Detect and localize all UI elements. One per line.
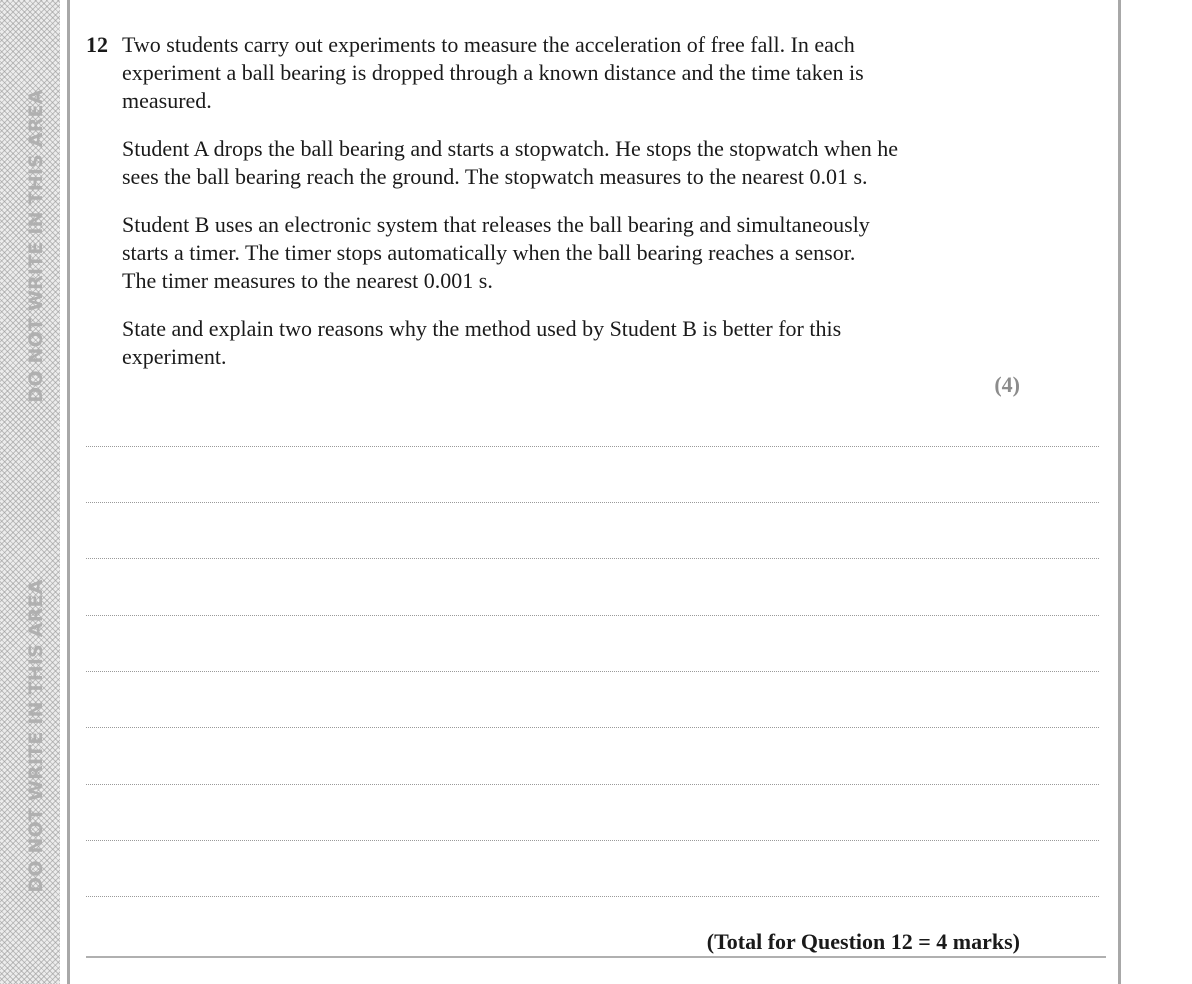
question-paragraph-student-a: Student A drops the ball bearing and starts a stopwatch. He stops the stopwatch when he sees the ball bearing reach the ground. The stopwatch measures to the nearest 0.01 s. xyxy=(122,136,898,189)
answer-line[interactable] xyxy=(86,727,1099,728)
answer-line[interactable] xyxy=(86,671,1099,672)
answer-line[interactable] xyxy=(86,784,1099,785)
answer-line[interactable] xyxy=(86,558,1099,559)
answer-line[interactable] xyxy=(86,446,1099,447)
answer-line[interactable] xyxy=(86,896,1099,897)
question-paragraph-prompt: State and explain two reasons why the method used by Student B is better for this experiment. xyxy=(122,316,842,369)
question-paragraph-student-b: Student B uses an electronic system that releases the ball bearing and simultaneously starts a timer. The timer stops automatically when the ball bearing reaches a sensor. The timer measures to the nearest 0.001 s. xyxy=(122,212,870,293)
question-paragraph-intro: Two students carry out experiments to measure the acceleration of free fall. In each experiment a ball bearing is dropped through a known distance and the time taken is measured. xyxy=(122,32,864,113)
question-total: (Total for Question 12 = 4 marks) xyxy=(706,929,1020,954)
question-number: 12 xyxy=(86,32,108,57)
margin-rule-left xyxy=(67,0,70,984)
do-not-write-warning-top: DO NOT WRITE IN THIS AREA xyxy=(25,89,47,403)
answer-line[interactable] xyxy=(86,502,1099,503)
do-not-write-warning-bottom: DO NOT WRITE IN THIS AREA xyxy=(25,579,47,893)
marks-available: (4) xyxy=(994,372,1020,397)
answer-line[interactable] xyxy=(86,615,1099,616)
question-body xyxy=(122,31,1022,371)
total-divider xyxy=(86,956,1106,958)
margin-rule-right xyxy=(1118,0,1121,984)
answer-line[interactable] xyxy=(86,840,1099,841)
